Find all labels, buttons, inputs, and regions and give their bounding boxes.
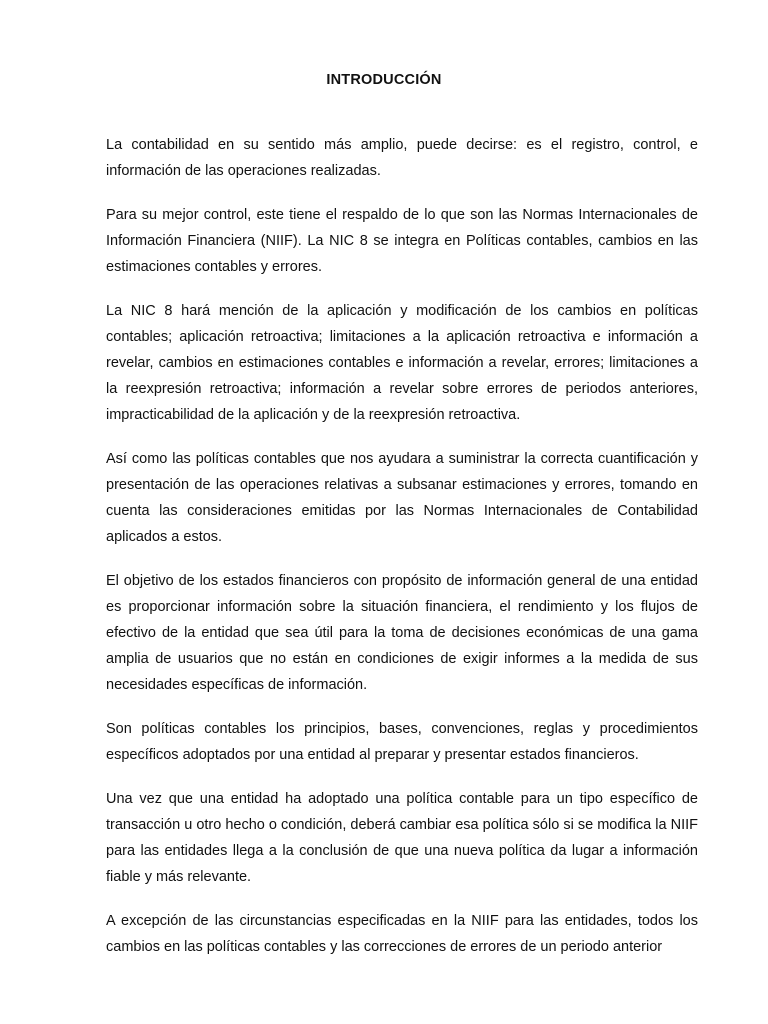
paragraph: A excepción de las circunstancias especificadas en la NIIF para las entidades, todos los cambios en las políticas contables y las correcciones de errores de un periodo anterior bbox=[106, 913, 698, 955]
paragraph: Para su mejor control, este tiene el respaldo de lo que son las Normas Internacionales de Información Financiera (NIIF). La NIC 8 se integra en Políticas contables, cambios en las estimaciones contables y errores. bbox=[106, 207, 698, 275]
paragraph: La contabilidad en su sentido más amplio, puede decirse: es el registro, control, e información de las operaciones realizadas. bbox=[106, 137, 698, 179]
paragraph: Son políticas contables los principios, bases, convenciones, reglas y procedimientos específicos adoptados por una entidad al preparar y presentar estados financieros. bbox=[106, 721, 698, 763]
paragraph: La NIC 8 hará mención de la aplicación y modificación de los cambios en políticas contables; aplicación retroactiva; limitaciones a la aplicación retroactiva e información a revelar, cambios en estimaciones contables e información a revelar, errores; limitaciones a la reexpresión retroactiva; información a revelar sobre errores de periodos anteriores, impracticabilidad de la aplicación y de la reexpresión retroactiva. bbox=[106, 303, 698, 423]
paragraph: El objetivo de los estados financieros con propósito de información general de una entidad es proporcionar información sobre la situación financiera, el rendimiento y los flujos de efectivo de la entidad que sea útil para la toma de decisiones económicas de una gama amplia de usuarios que no están en condiciones de exigir informes a la medida de sus necesidades específicas de información. bbox=[106, 573, 698, 693]
document-title: INTRODUCCIÓN bbox=[326, 72, 442, 88]
paragraph: Una vez que una entidad ha adoptado una política contable para un tipo específico de transacción u otro hecho o condición, deberá cambiar esa política sólo si se modifica la NIIF para las entidades llega a la conclusión de que una nueva política da lugar a información fiable y más relevante. bbox=[106, 791, 698, 885]
paragraph: Así como las políticas contables que nos ayudara a suministrar la correcta cuantificación y presentación de las operaciones relativas a subsanar estimaciones y errores, tomando en cuenta las consideraciones emitidas por las Normas Internacionales de Contabilidad aplicados a estos. bbox=[106, 451, 698, 545]
document-body bbox=[106, 132, 698, 960]
